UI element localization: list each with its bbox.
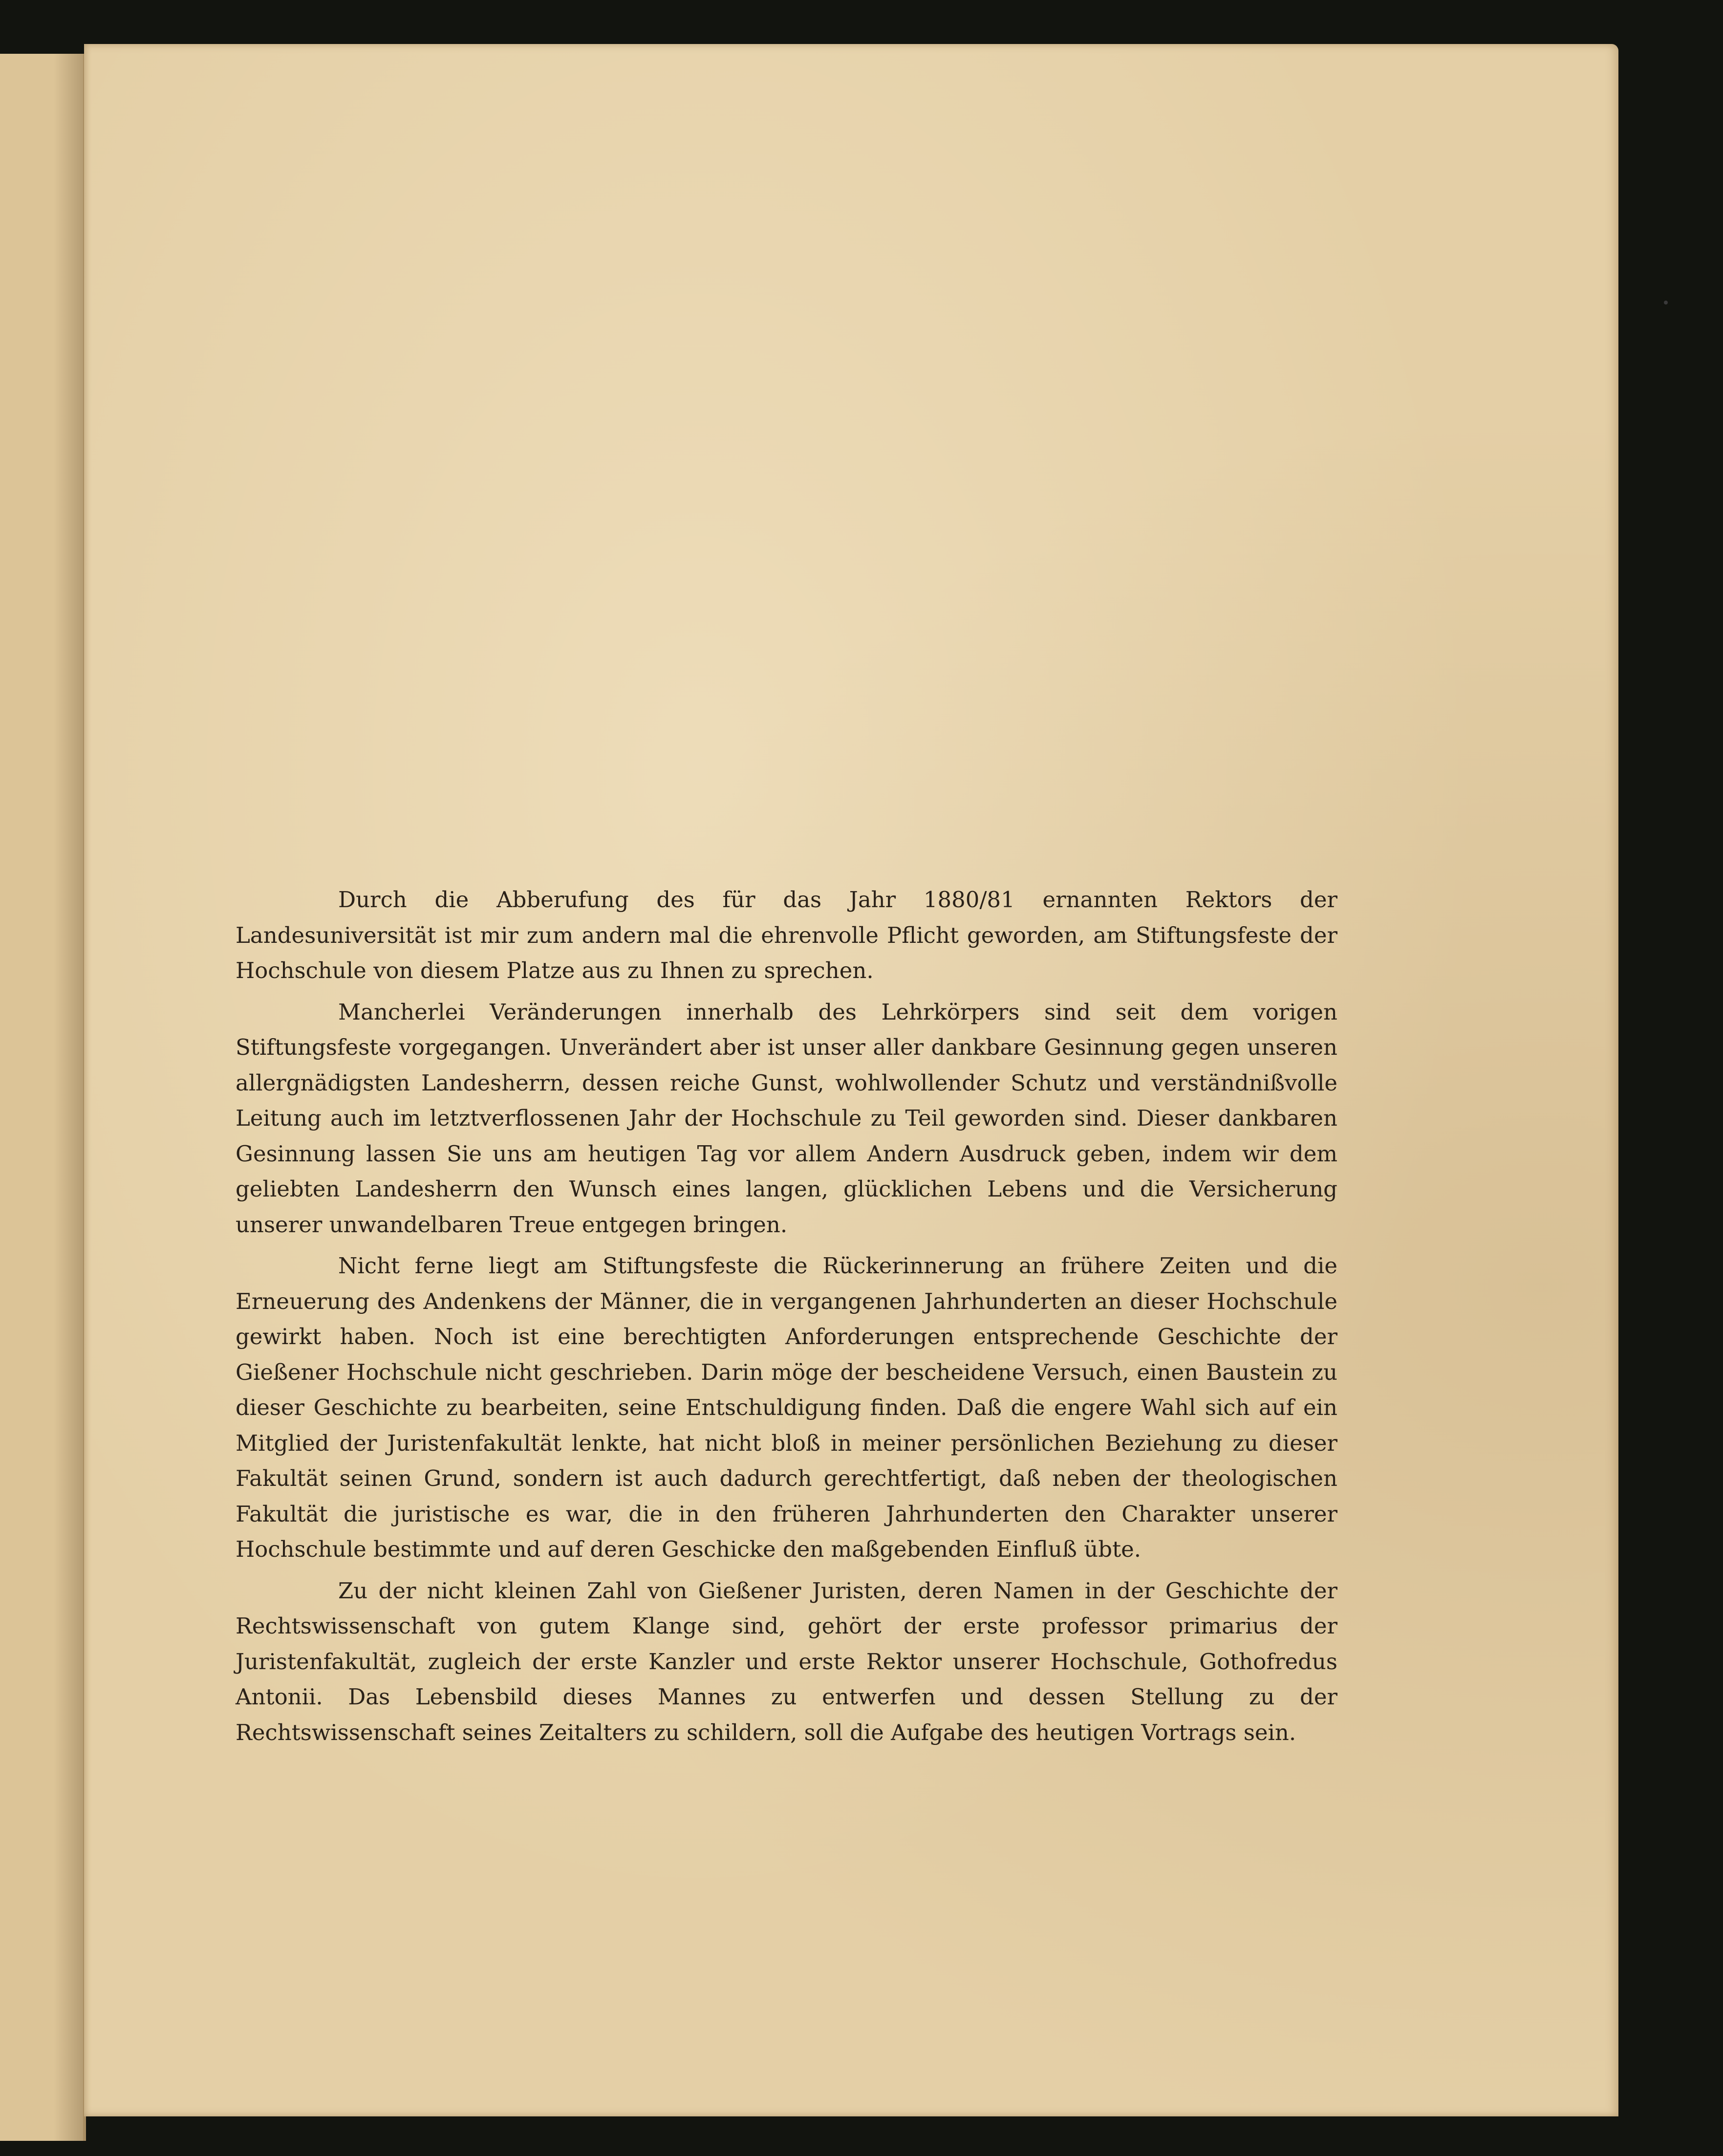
paragraph-1: Durch die Abberufung des für das Jahr 1880/81 ernannten Rektors der Landesuniversität ist mir zum andern mal die ehrenvolle Pflicht geworden, am Stiftungsfeste der Hochschule von diesem Platze aus zu Ihnen zu sprechen.	[236, 887, 1337, 983]
body-text	[236, 882, 1337, 1756]
page-gutter-shadow	[54, 54, 83, 2141]
dust-speck	[1664, 301, 1668, 305]
paragraph-3: Nicht ferne liegt am Stiftungsfeste die Rückerinnerung an frühere Zeiten und die Erneuerung des Andenkens der Männer, die in vergangenen Jahrhunderten an dieser Hochschule gewirkt haben. Noch ist eine berechtigten Anforderungen entsprechende Geschichte der Gießener Hochschule nicht geschrieben. Darin möge der bescheidene Versuch, einen Baustein zu dieser Geschichte zu bearbeiten, seine Entschuldigung finden. Daß die engere Wahl sich auf ein Mitglied der Juristenfakultät lenkte, hat nicht bloß in meiner persönlichen Beziehung zu dieser Fakultät seinen Grund, sondern ist auch dadurch gerechtfertigt, daß neben der theologischen Fakultät die juristische es war, die in den früheren Jahrhunderten den Charakter unserer Hochschule bestimmte und auf deren Geschicke den maßgebenden Einfluß übte.	[236, 1253, 1337, 1562]
paragraph-2: Mancherlei Veränderungen innerhalb des Lehrkörpers sind seit dem vorigen Stiftungsfeste vorgegangen. Unverändert aber ist unser aller dankbare Gesinnung gegen unseren allergnädigsten Landesherrn, dessen reiche Gunst, wohlwollender Schutz und verständnißvolle Leitung auch im letztverflossenen Jahr der Hochschule zu Teil geworden sind. Dieser dankbaren Gesinnung lassen Sie uns am heutigen Tag vor allem Andern Ausdruck geben, indem wir dem geliebten Landesherrn den Wunsch eines langen, glücklichen Lebens und die Versicherung unserer unwandelbaren Treue entgegen bringen.	[236, 999, 1337, 1238]
book-page	[84, 44, 1618, 2116]
left-page-edge	[0, 54, 86, 2141]
paragraph-4: Zu der nicht kleinen Zahl von Gießener Juristen, deren Namen in der Geschichte der Rechtswissenschaft von gutem Klange sind, gehört der erste professor primarius der Juristenfakultät, zugleich der erste Kanzler und erste Rektor unserer Hochschule, Gothofredus Antonii. Das Lebensbild dieses Mannes zu entwerfen und dessen Stellung zu der Rechtswissenschaft seines Zeitalters zu schildern, soll die Aufgabe des heutigen Vortrags sein.	[236, 1577, 1337, 1745]
